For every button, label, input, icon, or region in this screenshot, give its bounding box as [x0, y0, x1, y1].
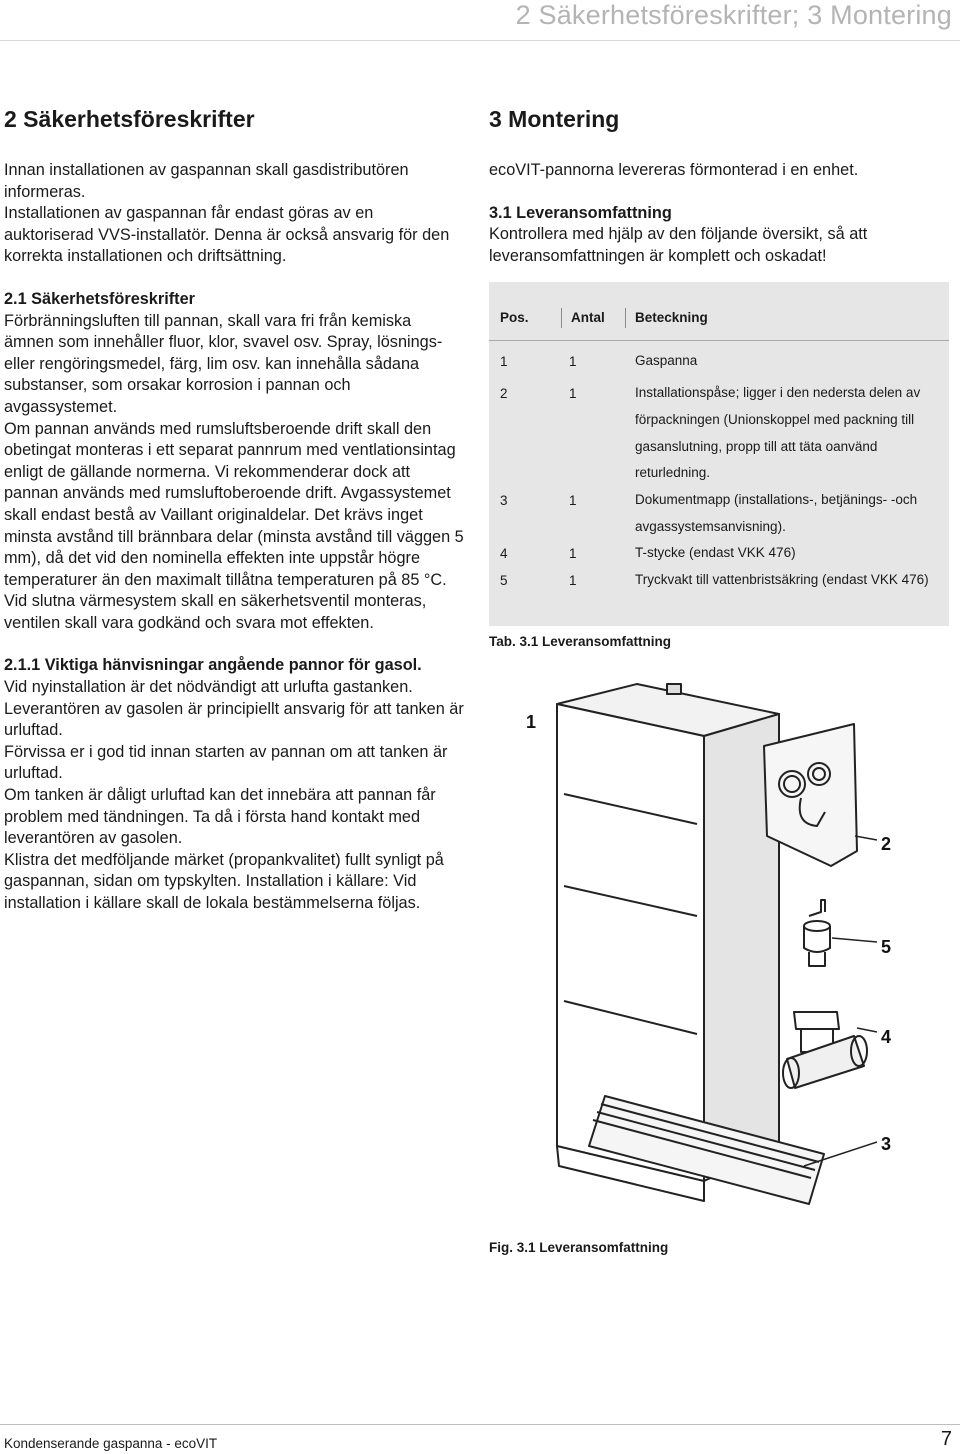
figure-label: 1: [526, 712, 537, 732]
intro-paragraph: Installationen av gaspannan får endast göras av en auktoriserad VVS-installatör. Denna är också ansvarig för den korrekta installationen och driftsättning.: [4, 204, 450, 266]
paragraph: Vid nyinstallation är det nödvändigt att urlufta gastanken. Leverantören av gasolen är principiellt ansvarig för att tanken är urluftad.: [4, 678, 464, 740]
cell-antal: 1: [569, 386, 577, 401]
page-number: 7: [940, 1428, 952, 1450]
paragraph: Om tanken är dåligt urluftad kan det innebära att pannan får problem med tändningen. Ta då i första hand kontakt med leverantören av gasolen.: [4, 786, 436, 848]
right-column: [489, 104, 949, 267]
cell-pos: 4: [500, 546, 508, 561]
section-3-1-text: Kontrollera med hjälp av den följande översikt, så att leveransomfattningen är komplett och oskadat!: [489, 225, 868, 265]
delivery-illustration: [489, 676, 949, 1216]
figure-label: 2: [881, 834, 892, 854]
intro-paragraph: Innan installationen av gaspannan skall gasdistributören informeras.: [4, 161, 409, 201]
running-header-title: 2 Säkerhetsföreskrifter; 3 Montering: [515, 0, 952, 30]
cell-antal: 1: [569, 354, 577, 369]
paragraph: Förvissa er i god tid innan starten av pannan om att tanken är urluftad.: [4, 742, 448, 783]
paragraph: Vid slutna värmesystem skall en säkerhetsventil monteras, ventilen skall vara godkänd och svara mot effekten.: [4, 592, 427, 632]
table-header-antal: Antal: [571, 310, 605, 325]
cell-pos: 2: [500, 386, 508, 401]
paragraph: Om pannan används med rumsluftsberoende drift skall den obetingat monteras i ett separat pannrum med ventlationsintag enligt de gällande normerna. Vi rekommenderar dock att pannan används med rumsluftoberoende drift. Avgassystemet skall endast bestå av Vaillant originaldelar. Det krävs inget minsta avstånd till brännbara delar (minsta avstånd till väggen 5 mm), då det vid den nominella effekten inte uppstår högre temperaturer än den maximalt tillåtna temperaturen på 85 °C.: [4, 419, 464, 589]
section-3-intro: ecoVIT-pannorna levereras förmonterad i en enhet.: [489, 161, 859, 179]
figure-label: 5: [881, 937, 892, 957]
pressure-switch-drawing: [804, 900, 830, 966]
table-header-separator: [625, 308, 626, 328]
left-column: [4, 104, 464, 915]
section-2-1: [4, 289, 464, 635]
delivery-figure: [489, 676, 949, 1216]
table-header-rule: [489, 340, 949, 341]
footer-document-title: Kondenserande gaspanna - ecoVIT: [4, 1436, 218, 1451]
cell-pos: 3: [500, 493, 508, 508]
running-header: [0, 0, 960, 41]
footer-rule: [0, 1424, 960, 1425]
paragraph: Förbränningsluften till pannan, skall vara fri från kemiska ämnen som innehåller fluor, klor, svavel osv. Spray, lösnings- eller rengöringsmedel, färg, lim osv. kan innehålla sådana substanser, som orsakar korrosion i pannan och avgassystemet.: [4, 311, 443, 416]
section-2-1-1: [4, 655, 464, 914]
cell-pos: 1: [500, 354, 508, 369]
cell-beteckning: Installationspåse; ligger i den nedersta delen av förpackningen (Unionskoppel med packning till gasanslutning, propp till att täta oanvänd returledning.: [635, 385, 921, 481]
cell-pos: 5: [500, 573, 508, 588]
table-header-beteckning: Beteckning: [635, 310, 708, 325]
cell-beteckning: Gaspanna: [635, 353, 698, 368]
table-header-pos: Pos.: [500, 310, 529, 325]
cell-beteckning: Dokumentmapp (installations-, betjänings- -och avgassystemsanvisning).: [635, 492, 918, 534]
section-2-heading: 2 Säkerhetsföreskrifter: [4, 106, 255, 132]
section-2-1-1-title: 2.1.1 Viktiga hänvisningar angående pannor för gasol.: [4, 656, 422, 675]
table-header-separator: [561, 308, 562, 328]
table-caption: Tab. 3.1 Leveransomfattning: [489, 634, 672, 649]
section-3-heading: 3 Montering: [489, 106, 620, 132]
section-3-1-title: 3.1 Leveransomfattning: [489, 203, 672, 222]
section-3-body: [489, 160, 949, 267]
cell-beteckning: T-stycke (endast VKK 476): [635, 545, 796, 560]
cell-antal: 1: [569, 493, 577, 508]
figure-caption: Fig. 3.1 Leveransomfattning: [489, 1240, 669, 1255]
section-2-intro: [4, 160, 464, 268]
cell-antal: 1: [569, 573, 577, 588]
paragraph: Klistra det medföljande märket (propankvalitet) fullt synligt på gaspannan, sidan om typskylten. Installation i källare: Vid installation i källare skall de lokala bestämmelserna följas.: [4, 850, 444, 912]
t-piece-drawing: [783, 1012, 867, 1088]
delivery-table: [489, 282, 949, 626]
figure-label: 4: [881, 1027, 892, 1047]
section-2-1-title: 2.1 Säkerhetsföreskrifter: [4, 289, 195, 308]
figure-label: 3: [881, 1134, 892, 1154]
cell-antal: 1: [569, 546, 577, 561]
cell-beteckning: Tryckvakt till vattenbristsäkring (endast VKK 476): [635, 572, 929, 587]
